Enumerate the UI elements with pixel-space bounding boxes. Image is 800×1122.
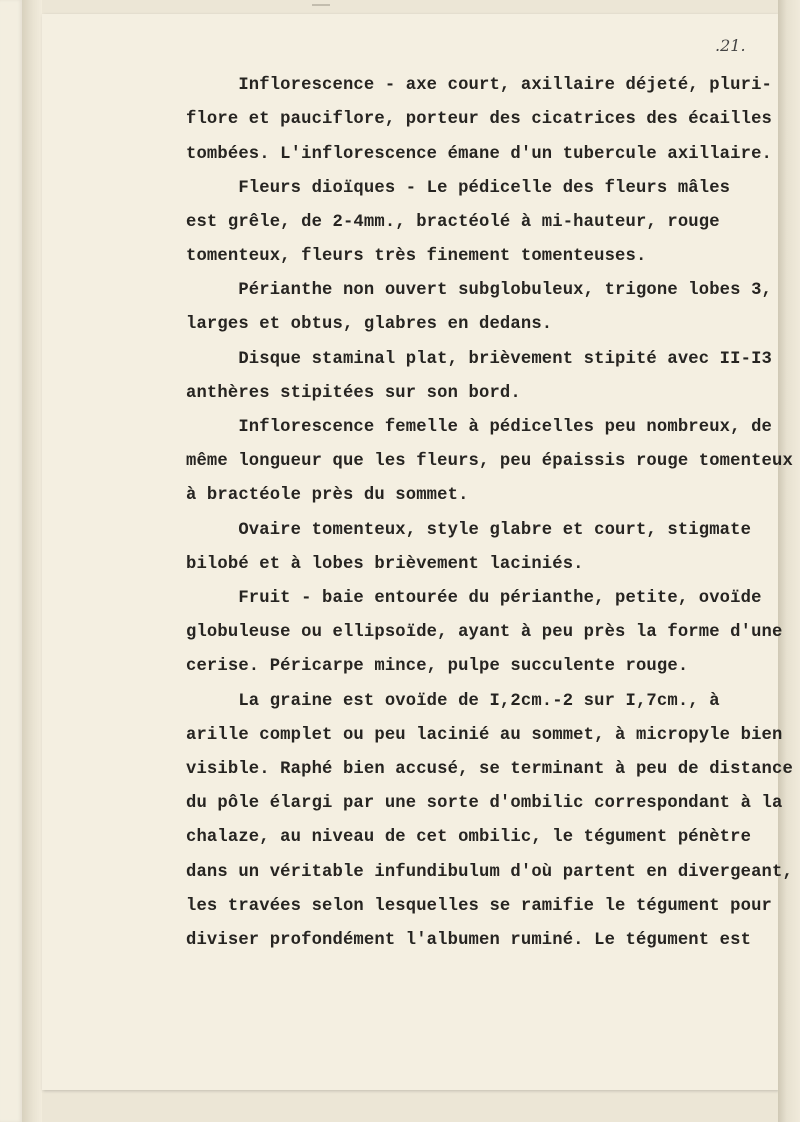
text-line: Ovaire tomenteux, style glabre et court, stigmate bbox=[186, 521, 752, 540]
text-line: à bractéole près du sommet. bbox=[186, 486, 469, 505]
text-line: larges et obtus, glabres en dedans. bbox=[186, 315, 553, 334]
text-line: visible. Raphé bien accusé, se terminant à peu de distance bbox=[186, 760, 793, 779]
text-line: tombées. L'inflorescence émane d'un tubercule axillaire. bbox=[186, 145, 772, 164]
text-line: Inflorescence - axe court, axillaire déjeté, pluri- bbox=[186, 76, 772, 95]
text-line: Inflorescence femelle à pédicelles peu nombreux, de bbox=[186, 418, 772, 437]
text-line: diviser profondément l'albumen ruminé. Le tégument est bbox=[186, 931, 752, 950]
text-line: Fleurs dioïques - Le pédicelle des fleurs mâles bbox=[186, 179, 731, 198]
text-line: La graine est ovoïde de I,2cm.-2 sur I,7cm., à bbox=[186, 692, 720, 711]
text-line: bilobé et à lobes brièvement laciniés. bbox=[186, 555, 584, 574]
binding-gutter bbox=[22, 0, 42, 1122]
previous-page-edge bbox=[0, 0, 23, 1122]
text-line: globuleuse ou ellipsoïde, ayant à peu près la forme d'une bbox=[186, 623, 783, 642]
text-line: arille complet ou peu lacinié au sommet, à micropyle bien bbox=[186, 726, 783, 745]
text-line: même longueur que les fleurs, peu épaissis rouge tomenteux bbox=[186, 452, 793, 471]
text-line: Périanthe non ouvert subglobuleux, trigone lobes 3, bbox=[186, 281, 772, 300]
text-line: flore et pauciflore, porteur des cicatrices des écailles bbox=[186, 110, 772, 129]
text-line: du pôle élargi par une sorte d'ombilic correspondant à la bbox=[186, 794, 783, 813]
text-line: tomenteux, fleurs très finement tomenteuses. bbox=[186, 247, 647, 266]
top-ink-mark bbox=[312, 4, 330, 12]
text-line: chalaze, au niveau de cet ombilic, le tégument pénètre bbox=[186, 828, 752, 847]
text-line: Disque staminal plat, brièvement stipité avec II-I3 bbox=[186, 350, 772, 369]
text-line: Fruit - baie entourée du périanthe, petite, ovoïde bbox=[186, 589, 762, 608]
page-number: .21. bbox=[715, 36, 746, 55]
text-line: anthères stipitées sur son bord. bbox=[186, 384, 521, 403]
text-line: dans un véritable infundibulum d'où partent en divergeant, bbox=[186, 863, 793, 882]
document-page bbox=[42, 14, 778, 1090]
text-line: est grêle, de 2-4mm., bractéolé à mi-hauteur, rouge bbox=[186, 213, 720, 232]
text-line: les travées selon lesquelles se ramifie le tégument pour bbox=[186, 897, 772, 916]
page-right-edge bbox=[778, 0, 800, 1122]
text-line: cerise. Péricarpe mince, pulpe succulente rouge. bbox=[186, 657, 689, 676]
